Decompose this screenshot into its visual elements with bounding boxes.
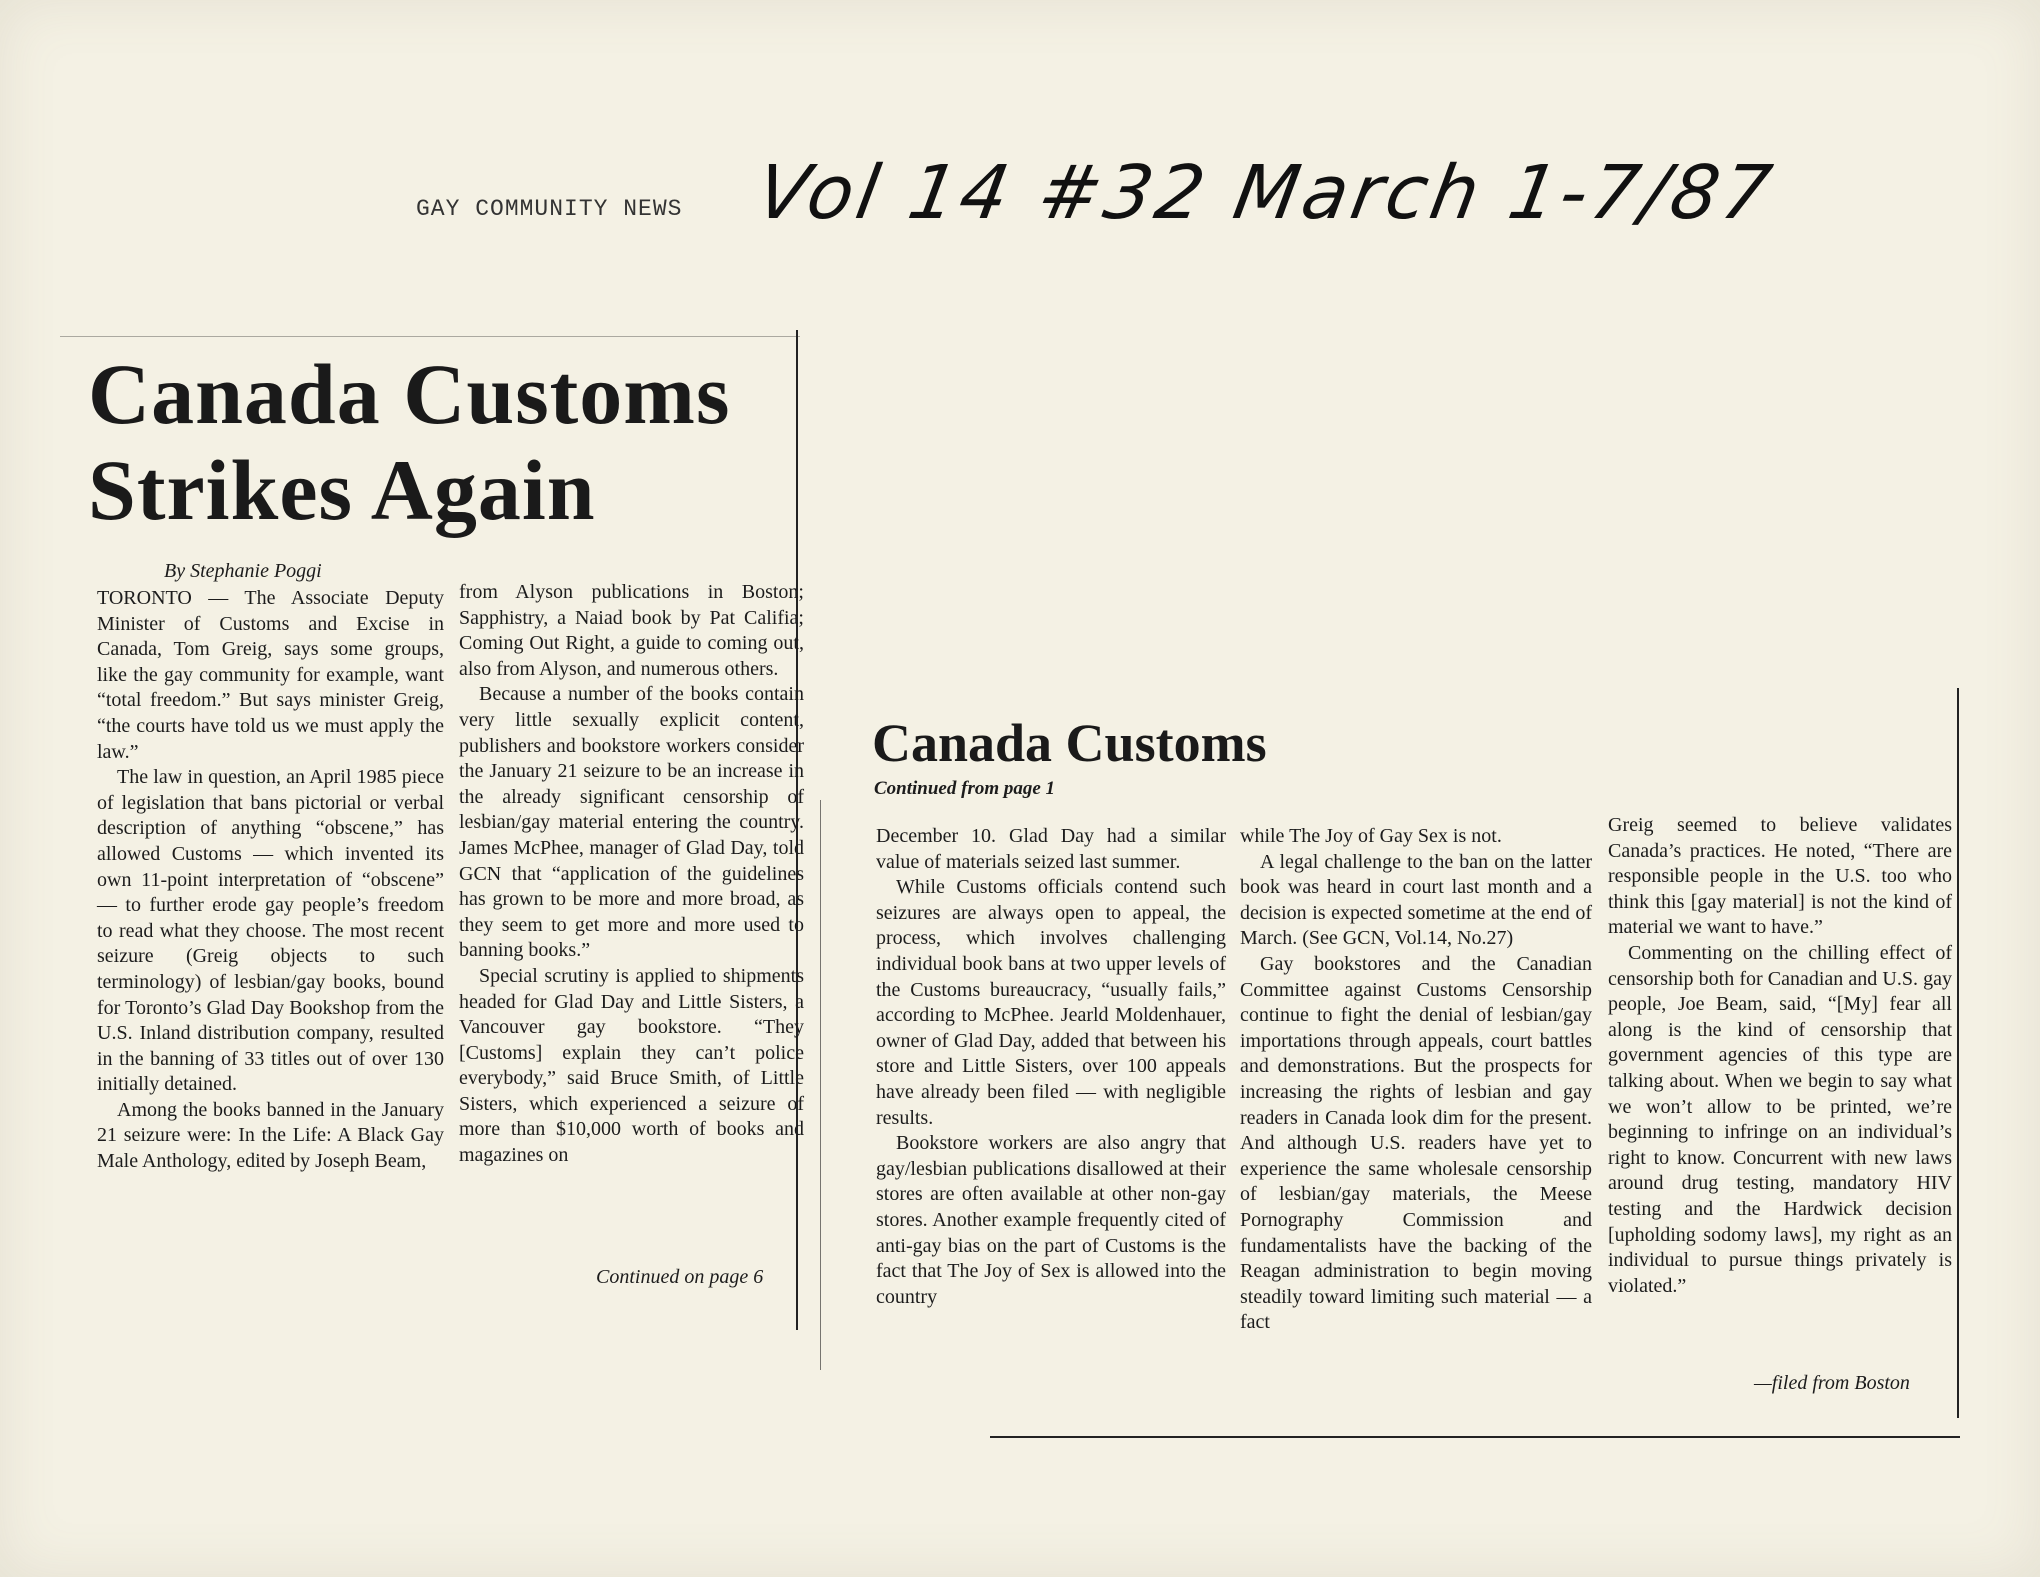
paragraph: Greig seemed to believe validates Canada’s practices. He noted, “There are responsible people in the U.S. too who think this [gay material] is not the kind of material we want to have.” bbox=[1608, 814, 1952, 939]
masthead: GAY COMMUNITY NEWS bbox=[416, 196, 683, 222]
article-column-2 bbox=[459, 580, 804, 1169]
jump-left-rule bbox=[820, 800, 821, 1370]
paragraph: A legal challenge to the ban on the latter book was heard in court last month and a decision is expected sometime at the end of March. (See GCN, Vol.14, No.27) bbox=[1240, 850, 1592, 950]
paragraph: TORONTO — The Associate Deputy Minister of Customs and Excise in Canada, Tom Greig, says some groups, like the gay community for example, want “total freedom.” But says minister Greig, “the courts have told us we must apply the law.” bbox=[97, 587, 444, 763]
jump-right-rule bbox=[1957, 688, 1959, 1418]
handwritten-issue-note: Vol 14 #32 March 1-7/87 bbox=[750, 150, 1782, 236]
clipping-top-rule bbox=[60, 336, 800, 337]
continued-on-label: Continued on page 6 bbox=[596, 1266, 764, 1288]
continued-from-label: Continued from page 1 bbox=[874, 778, 1056, 799]
jump-headline: Canada Customs bbox=[872, 713, 1267, 773]
paragraph: Gay bookstores and the Canadian Committee against Customs Censorship continue to fight the denial of lesbian/gay importations through appeals, court battles and demonstrations. But the prospects for increasing the rights of lesbian and gay readers in Canada look dim for the present. And although U.S. readers have yet to experience the same wholesale censorship of lesbian/gay materials, the Meese Pornography Commission and fundamentalists have the backing of the Reagan administration to begin moving steadily toward limiting such material — a fact bbox=[1240, 952, 1592, 1334]
paragraph: December 10. Glad Day had a similar value of materials seized last summer. bbox=[876, 825, 1226, 873]
paragraph: Because a number of the books contain very little sexually explicit content, publishers and bookstore workers consider the January 21 seizure to be an increase in the already significant censorship of lesbian/gay material entering the country. James McPhee, manager of Glad Day, told GCN that “application of the guidelines has grown to be more and more broad, as they seem to get more and more used to banning books.” bbox=[459, 683, 804, 962]
filed-from-label: —filed from Boston bbox=[1754, 1372, 1910, 1394]
paragraph: Among the books banned in the January 21 seizure were: In the Life: A Black Gay Male Anthology, edited by Joseph Beam, bbox=[97, 1098, 444, 1173]
jump-column-2 bbox=[1240, 824, 1592, 1336]
paragraph: while The Joy of Gay Sex is not. bbox=[1240, 825, 1502, 847]
jump-bottom-rule bbox=[990, 1436, 1960, 1438]
paragraph: While Customs officials contend such seizures are always open to appeal, the process, which involves challenging individual book bans at two upper levels of the Customs bureaucracy, “usually fails,” according to McPhee. Jearld Moldenhauer, owner of Glad Day, added that between his store and Little Sisters, over 100 appeals have already been filed — with negligible results. bbox=[876, 876, 1226, 1129]
article-headline: Canada Customs Strikes Again bbox=[88, 346, 731, 538]
paragraph: Bookstore workers are also angry that gay/lesbian publications disallowed at their stores are often available at other non-gay stores. Another example frequently cited of anti-gay bias on the part of Customs is the fact that The Joy of Sex is allowed into the country bbox=[876, 1132, 1226, 1308]
paragraph: Commenting on the chilling effect of censorship both for Canadian and U.S. gay people, Joe Beam, said, “[My] fear all along is the kind of censorship that government agencies of this type are talking about. When we begin to say what we won’t allow to be printed, we’re beginning to infringe on an individual’s right to know. Concurrent with new laws around drug testing, mandatory HIV testing and the Hardwick decision [upholding sodomy laws], my right as an individual to pursue things privately is violated.” bbox=[1608, 941, 1952, 1297]
byline: By Stephanie Poggi bbox=[164, 560, 322, 582]
paragraph: The law in question, an April 1985 piece of legislation that bans pictorial or verbal description of anything “obscene,” has allowed Customs — which invented its own 11-point interpretation of “obscene” — to further erode gay people’s freedom to read what they choose. The most recent seizure (Greig objects to such terminology) of lesbian/gay books, bound for Toronto’s Glad Day Bookshop from the U.S. Inland distribution company, resulted in the banning of 33 titles out of over 130 initially detained. bbox=[97, 766, 444, 1096]
jump-column-1 bbox=[876, 824, 1226, 1310]
paragraph: Special scrutiny is applied to shipments headed for Glad Day and Little Sisters, a Vancouver gay bookstore. “They [Customs] explain they can’t police everybody,” said Bruce Smith, of Little Sisters, which experienced a seizure of more than $10,000 worth of books and magazines on bbox=[459, 964, 804, 1167]
paragraph: from Alyson publications in Boston; Sapphistry, a Naiad book by Pat Califia; Coming Out Right, a guide to coming out, also from Alyson, and numerous others. bbox=[459, 581, 804, 680]
article-column-1 bbox=[97, 586, 444, 1175]
jump-column-3 bbox=[1608, 813, 1952, 1299]
